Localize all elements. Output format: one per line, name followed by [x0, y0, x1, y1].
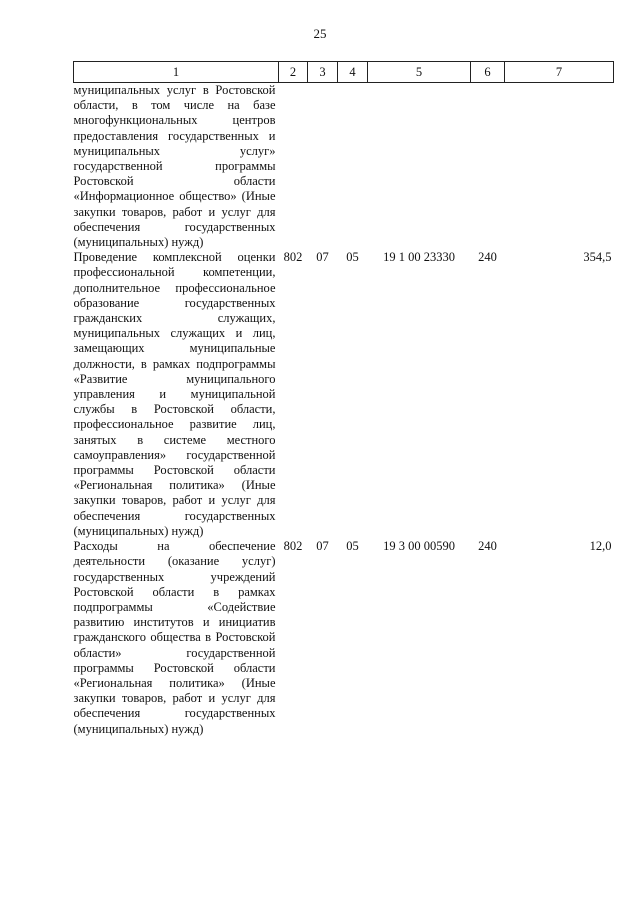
row-section: 07 — [316, 539, 329, 554]
header-col-7: 7 — [505, 62, 614, 83]
budget-table — [73, 61, 614, 737]
table-row — [74, 83, 614, 251]
row-ministry — [279, 83, 308, 251]
row-amount — [505, 83, 614, 251]
row-amount: 354,5 — [583, 250, 612, 265]
row-target-article: 19 3 00 00590 — [383, 539, 455, 554]
row-target-article — [368, 83, 471, 251]
header-col-3: 3 — [308, 62, 338, 83]
header-col-4: 4 — [338, 62, 368, 83]
row-description: муниципальных услуг в Ростовской области, в том числе на базе многофункциональных центров предоставления государственных и муниципальных услуг» государственной программы Ростовской области «Информационное общество» (Иные закупки товаров, работ и услуг для обеспечения государственных (муниципальных) нужд) — [73, 83, 276, 250]
row-section — [308, 83, 338, 251]
row-expense-type — [471, 83, 505, 251]
row-section: 07 — [316, 250, 329, 265]
row-description: Расходы на обеспечение деятельности (оказание услуг) государственных учреждений Ростовской области в рамках подпрограммы «Содействие развитию институтов и инициатив гражданского общества в Ростовской области» государственной программы Ростовской области «Региональная политика» (Иные закупки товаров, работ и услуг для обеспечения государственных (муниципальных) нужд) — [73, 539, 276, 736]
table-header-row — [74, 62, 614, 83]
header-col-1: 1 — [74, 62, 279, 83]
header-col-6: 6 — [471, 62, 505, 83]
row-expense-type: 240 — [478, 539, 497, 554]
page-number: 25 — [313, 26, 327, 41]
row-description: Проведение комплексной оценки профессиональной компетенции, дополнительное профессиональное образование государственных гражданских служащих, муниципальных служащих и лиц, замещающих муниципальные должности, в рамках подпрограммы «Развитие муниципального управления и муниципальной службы в Ростовской области, профессиональное развитие лиц, занятых в системе местного самоуправления» государственной программы Ростовской области «Региональная политика» (Иные закупки товаров, работ и услуг для обеспечения государственных (муниципальных) нужд) — [73, 250, 276, 538]
row-target-article: 19 1 00 23330 — [383, 250, 455, 265]
row-subsection: 05 — [346, 539, 359, 554]
table-row — [74, 250, 614, 539]
header-col-5: 5 — [368, 62, 471, 83]
table-row — [74, 539, 614, 737]
row-expense-type: 240 — [478, 250, 497, 265]
row-ministry: 802 — [283, 539, 303, 554]
row-subsection: 05 — [346, 250, 359, 265]
header-col-2: 2 — [279, 62, 308, 83]
row-amount: 12,0 — [589, 539, 612, 554]
row-ministry: 802 — [283, 250, 303, 265]
row-subsection — [338, 83, 368, 251]
